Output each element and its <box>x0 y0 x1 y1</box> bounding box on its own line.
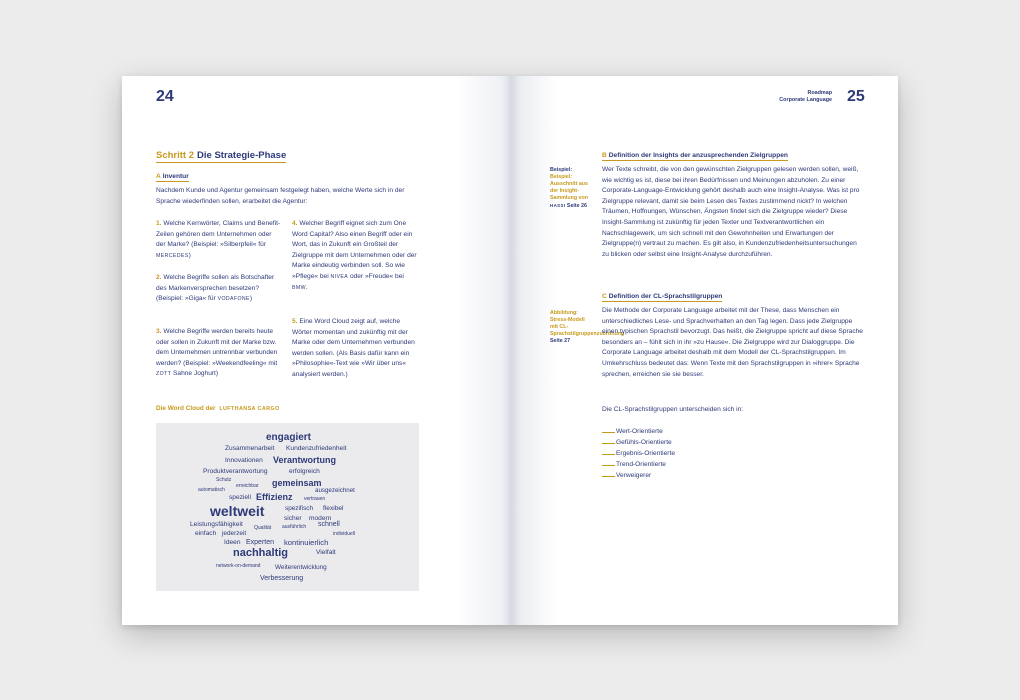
running-head: Roadmap Corporate Language <box>779 90 832 103</box>
cloud-word: Innovationen <box>225 457 263 464</box>
sprachstil-list <box>602 426 802 481</box>
cloud-word: einfach <box>195 530 217 537</box>
question-4: 4. Welcher Begriff eignet sich zum One Word Capital? Also einen Begriff oder ein Wort, das in Zukunft ein Großteil der Zielgruppe mit dem Unternehmen oder der Marke eindeutig verbinden soll. So wie »Pflege« bei NIVEA oder »Freude« bei BMW. <box>292 220 417 291</box>
cloud-word: Zusammenarbeit <box>225 445 275 452</box>
cloud-word: jederzeit <box>222 530 247 537</box>
cloud-word: schnell <box>318 521 340 528</box>
cloud-word: erreichbar <box>236 483 259 489</box>
section-b-heading: B Definition der Insights der anzusprechenden Zielgruppen <box>602 152 788 159</box>
section-c-body: Die Methode der Corporate Language arbeitet mit der These, dass Menschen ein unterschiedliches Lese- und Sprachverhalten an den Tag legen. Dass jede Zielgruppe einen typischen Sprachstil bevorzugt. Das heißt, die Zielgruppe spricht auf diese Sprache besonders an – fühlt sich in ihr »zu Hause«. Die Zielgruppe wird zur Dialoggruppe. Die Corporate Language arbeitet deshalb mit dem Modell der CL-Sprachstilgruppen. Im Umkehrschluss bedeutet das: Wenn Texte mit den Sprachstilgruppen in »ihrer« Sprache sprechen, erreichen sie sie besser. <box>602 307 863 378</box>
step-heading <box>156 150 286 161</box>
cloud-word: Vielfalt <box>316 549 336 556</box>
section-a-heading <box>156 173 189 180</box>
book-spread <box>122 76 898 625</box>
section-b-body: Wer Texte schreibt, die von den gewünschten Zielgruppen gelesen werden sollen, weiß, wie wichtig es ist, diese bei ihren Bedürfnissen und Meinungen abzuholen. Zu einer Corporate-Language-Entwicklung gehört deshalb auch eine Insight-Analyse. Was ist pro Zielgruppe relevant, damit sie beim Lesen des Textes zustimmend nickt? In welchen Träumen, Hoffnungen, Wünschen, Ängsten findet sich die Zielgruppe wieder? Diese Insight-Sammlung ist zukünftig für jeden Texter und Textverantwortlichen ein Nachschlagewerk, um sich schnell mit den Gewohnheiten und Erwartungen der Zielgruppe(n) vertraut zu machen. Es gilt also, in Kundenzufriedenheitsuntersuchungen zu blicken oder selbst eine Insight-Analyse durchzuführen. <box>602 166 860 258</box>
step-title: Die Strategie-Phase <box>197 150 287 161</box>
cloud-word: automatisch <box>198 487 225 493</box>
page-number-right: 25 <box>847 88 865 105</box>
cloud-word: weltweit <box>210 503 265 519</box>
cloud-word: speziell <box>229 494 251 501</box>
cloud-word: Experten <box>246 539 275 546</box>
section-a-letter: A <box>156 173 161 180</box>
cloud-word: sicher <box>284 515 302 522</box>
side-note-model: Abbildung: Stress-Modell mit CL-Sprachstilgruppenzuordnung Seite 27 <box>550 310 625 344</box>
question-3: 3. Welche Begriffe werden bereits heute oder sollen in Zukunft mit der Marke bzw. dem Unternehmen untrennbar verbunden werden? (Beispiel: »Weekendfeeling« mit ZOTT Sahne Joghurt) <box>156 328 278 378</box>
cloud-word: Kundenzufriedenheit <box>286 445 347 452</box>
section-c-list-intro: Die CL-Sprachstilgruppen unterscheiden sich in: <box>602 406 744 413</box>
cloud-word: Verantwortung <box>273 455 337 465</box>
cloud-word: erfolgreich <box>289 468 320 475</box>
cloud-word: Leistungsfähigkeit <box>190 521 243 528</box>
cloud-word: flexibel <box>323 505 344 512</box>
section-c-heading: C Definition der CL-Sprachstilgruppen <box>602 293 723 300</box>
cloud-word: gemeinsam <box>272 478 322 488</box>
cloud-word: network-on-demand <box>216 563 261 569</box>
cloud-word: vertrauen <box>304 496 326 502</box>
cloud-word: Qualität <box>254 525 272 531</box>
cloud-word: kontinuierlich <box>284 538 329 547</box>
book-gutter <box>502 76 520 625</box>
cloud-word: Produktverantwortung <box>203 468 268 475</box>
cloud-caption: Die Word Cloud der LUFTHANSA CARGO <box>156 405 280 412</box>
section-a-intro: Nachdem Kunde und Agentur gemeinsam festgelegt haben, welche Werte sich in der Sprache wiederfinden sollen, erarbeitet die Agentur: <box>156 187 405 205</box>
cloud-word: spezifisch <box>285 505 314 512</box>
left-page <box>122 76 510 625</box>
cloud-word: Effizienz <box>256 492 293 502</box>
cloud-word: individuell <box>333 531 355 537</box>
list-item: Wert-Orientierte <box>602 426 802 437</box>
cloud-word: ausführlich <box>282 524 307 530</box>
cloud-word: Schutz <box>216 477 232 483</box>
page-number-left: 24 <box>156 88 174 105</box>
cloud-word: nachhaltig <box>233 547 289 559</box>
cloud-word: Verbesserung <box>260 575 304 582</box>
right-page <box>510 76 898 625</box>
question-1: 1. Welche Kernwörter, Claims und Benefit-Zeilen gehören dem Unternehmen oder der Marke? (Beispiel: »Silberpfeil« für MERCEDES) <box>156 220 281 259</box>
side-note-insight: Beispiel: Beispiel: Ausschnitt aus der Insight-Sammlung von HASSI Seite 26 <box>550 167 588 209</box>
cloud-word: Ideen <box>224 539 241 546</box>
section-a-title: Inventur <box>162 173 189 180</box>
list-item: Verweigerer <box>602 470 802 481</box>
cloud-word: ausgezeichnet <box>315 487 355 494</box>
list-item: Gefühls-Orientierte <box>602 437 802 448</box>
cloud-word: modern <box>309 515 332 522</box>
word-cloud <box>156 423 419 591</box>
question-5: 5. Eine Word Cloud zeigt auf, welche Wörter momentan und zukünftig mit der Marke oder dem Unternehmen verbunden werden sollen. (Als Basis dafür kann ein »Philosophie«-Text wie »Wir über uns« analysiert werden.) <box>292 318 415 378</box>
step-label: Schritt 2 <box>156 150 195 161</box>
list-item: Ergebnis-Orientierte <box>602 448 802 459</box>
list-item: Trend-Orientierte <box>602 459 802 470</box>
question-2: 2. Welche Begriffe sollen als Botschafter des Markenversprechen besetzen? (Beispiel: »Giga« für VODAFONE) <box>156 274 275 303</box>
cloud-word: engagiert <box>266 432 312 443</box>
cloud-word: Weiterentwicklung <box>275 564 327 571</box>
